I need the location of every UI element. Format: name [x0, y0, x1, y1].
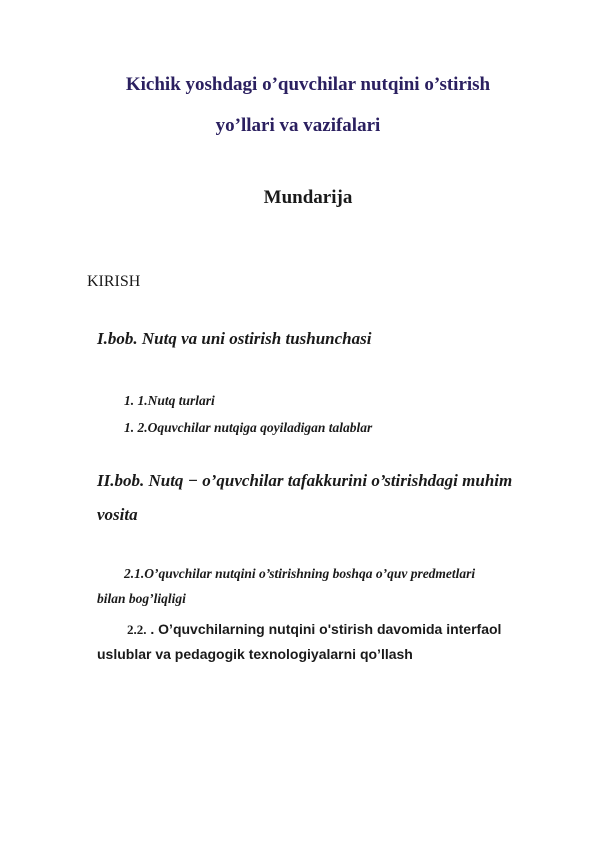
toc-section-2-1-line-1: 2.1.O’quvchilar nutqini o’stirishning boshqa o’quv predmetlari — [124, 566, 476, 581]
toc-section-1-2: 1. 2.Oquvchilar nutqiga qoyiladigan talablar — [124, 420, 373, 435]
toc-section-1-1: 1. 1.Nutq turlari — [124, 393, 215, 408]
toc-section-2-2-text: . O’quvchilarning nutqini o'stirish davomida interfaol — [146, 621, 502, 637]
document-title-line-1: Kichik yoshdagi o’quvchilar nutqini o’stirish — [125, 74, 491, 95]
toc-section-2-2-number: 2.2. — [127, 622, 147, 637]
toc-section-2-2-line-1 — [127, 621, 501, 638]
document-title-line-2: yo’llari va vazifalari — [215, 115, 381, 136]
toc-section-2-2-line-2: uslublar va pedagogik texnologiyalarni qo’llash — [97, 646, 413, 662]
toc-intro: KIRISH — [87, 273, 141, 290]
toc-chapter-2-line-2: vosita — [97, 505, 138, 524]
contents-heading: Mundarija — [263, 187, 353, 208]
toc-chapter-1: I.bob. Nutq va uni ostirish tushunchasi — [97, 329, 372, 348]
toc-chapter-2-line-1: II.bob. Nutq − o’quvchilar tafakkurini o’stirishdagi muhim — [97, 471, 513, 490]
toc-section-2-1-line-2: bilan bog’liqligi — [97, 591, 186, 606]
